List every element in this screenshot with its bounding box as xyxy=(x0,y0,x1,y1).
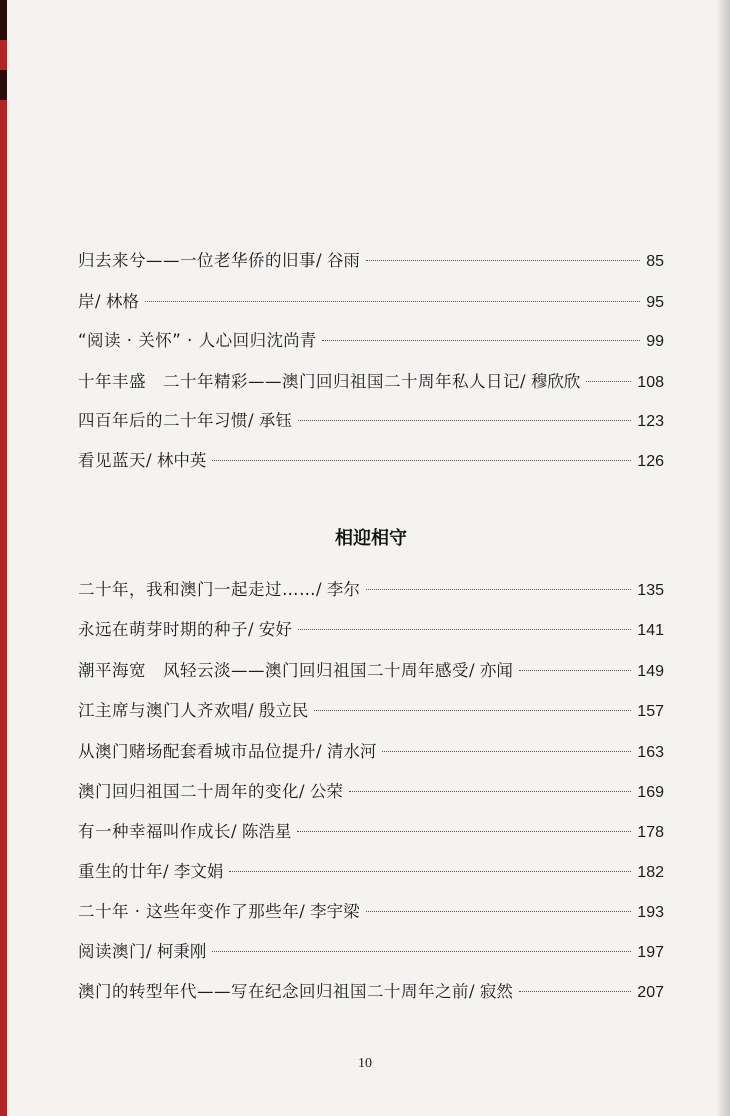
entry-author: / 林格 xyxy=(95,292,139,311)
toc-entry[interactable] xyxy=(78,368,664,394)
toc-entry[interactable] xyxy=(78,327,664,353)
entry-page: 135 xyxy=(637,582,664,599)
dot-leader xyxy=(519,991,631,992)
entry-page: 182 xyxy=(637,864,664,881)
entry-page: 207 xyxy=(637,984,664,1001)
book-spine-edge xyxy=(0,0,7,1116)
entry-title: 十年丰盛 二十年精彩——澳门回归祖国二十周年私人日记 xyxy=(78,372,520,391)
toc-entry[interactable] xyxy=(78,657,664,683)
toc-entry[interactable] xyxy=(78,858,664,884)
dot-leader xyxy=(212,951,631,952)
entry-page: 141 xyxy=(637,622,664,639)
toc-entry[interactable] xyxy=(78,288,664,314)
toc-entry[interactable] xyxy=(78,407,664,433)
entry-author: / 安好 xyxy=(248,620,292,639)
entry-author: / 李宇梁 xyxy=(299,902,360,921)
entry-title: 二十年 · 这些年变作了那些年 xyxy=(78,902,300,921)
toc-entry[interactable] xyxy=(78,898,664,924)
entry-author: / 林中英 xyxy=(146,451,207,470)
entry-title: 四百年后的二十年习惯 xyxy=(78,411,248,430)
entry-author: / 柯秉刚 xyxy=(146,942,207,961)
page-number: 10 xyxy=(358,1056,372,1071)
entry-author: / 殷立民 xyxy=(248,701,309,720)
entry-title: “阅读 · 关怀” · 人心回归 xyxy=(78,331,267,350)
toc-entry[interactable] xyxy=(78,697,664,723)
entry-title: 有一种幸福叫作成长 xyxy=(78,822,231,841)
dot-leader xyxy=(297,831,631,832)
section-heading: 相迎相守 xyxy=(335,528,407,549)
entry-title: 看见蓝天 xyxy=(78,451,146,470)
dot-leader xyxy=(314,710,631,711)
dot-leader xyxy=(212,460,631,461)
entry-page: 85 xyxy=(646,253,664,270)
entry-author: / 陈浩星 xyxy=(231,822,292,841)
entry-title: 阅读澳门 xyxy=(78,942,146,961)
toc-entry[interactable] xyxy=(78,818,664,844)
page-fold-shadow xyxy=(716,0,730,1116)
entry-author: / 清水河 xyxy=(316,742,377,761)
dot-leader xyxy=(586,381,631,382)
dot-leader xyxy=(298,629,631,630)
dot-leader xyxy=(145,301,640,302)
toc-entry[interactable] xyxy=(78,616,664,642)
entry-page: 123 xyxy=(637,413,664,430)
entry-title: 二十年，我和澳门一起走过…… xyxy=(78,580,316,599)
entry-title: 潮平海宽 风轻云淡——澳门回归祖国二十周年感受 xyxy=(78,661,469,680)
entry-author: 沈尚青 xyxy=(266,331,317,350)
entry-author: / 寂然 xyxy=(469,982,513,1001)
toc-entry[interactable] xyxy=(78,778,664,804)
entry-page: 157 xyxy=(637,703,664,720)
entry-title: 岸 xyxy=(78,292,95,311)
toc-entry[interactable] xyxy=(78,247,664,273)
entry-author: / 谷雨 xyxy=(316,251,360,270)
dot-leader xyxy=(349,791,631,792)
entry-author: / 承钰 xyxy=(248,411,292,430)
dot-leader xyxy=(298,420,631,421)
dot-leader xyxy=(229,871,631,872)
toc-entry[interactable] xyxy=(78,938,664,964)
entry-title: 澳门的转型年代——写在纪念回归祖国二十周年之前 xyxy=(78,982,469,1001)
toc-entry[interactable] xyxy=(78,447,664,473)
entry-title: 永远在萌芽时期的种子 xyxy=(78,620,248,639)
entry-page: 126 xyxy=(637,453,664,470)
dot-leader xyxy=(382,751,631,752)
entry-title: 澳门回归祖国二十周年的变化 xyxy=(78,782,299,801)
entry-author: / 李文娟 xyxy=(163,862,224,881)
entry-page: 193 xyxy=(637,904,664,921)
dot-leader xyxy=(366,911,632,912)
entry-author: / 穆欣欣 xyxy=(520,372,581,391)
entry-page: 163 xyxy=(637,744,664,761)
entry-page: 197 xyxy=(637,944,664,961)
entry-title: 从澳门赌场配套看城市品位提升 xyxy=(78,742,316,761)
entry-title: 江主席与澳门人齐欢唱 xyxy=(78,701,248,720)
dot-leader xyxy=(322,340,640,341)
entry-page: 149 xyxy=(637,663,664,680)
entry-page: 108 xyxy=(637,374,664,391)
toc-entry[interactable] xyxy=(78,576,664,602)
toc-entry[interactable] xyxy=(78,738,664,764)
entry-page: 95 xyxy=(646,294,664,311)
entry-author: / 李尔 xyxy=(316,580,360,599)
dot-leader xyxy=(519,670,631,671)
toc-entry[interactable] xyxy=(78,978,664,1004)
entry-page: 99 xyxy=(646,333,664,350)
entry-page: 169 xyxy=(637,784,664,801)
entry-page: 178 xyxy=(637,824,664,841)
entry-author: / 亦闻 xyxy=(469,661,513,680)
dot-leader xyxy=(366,260,640,261)
entry-author: / 公荣 xyxy=(299,782,343,801)
dot-leader xyxy=(366,589,631,590)
entry-title: 归去来兮——一位老华侨的旧事 xyxy=(78,251,316,270)
entry-title: 重生的廿年 xyxy=(78,862,163,881)
